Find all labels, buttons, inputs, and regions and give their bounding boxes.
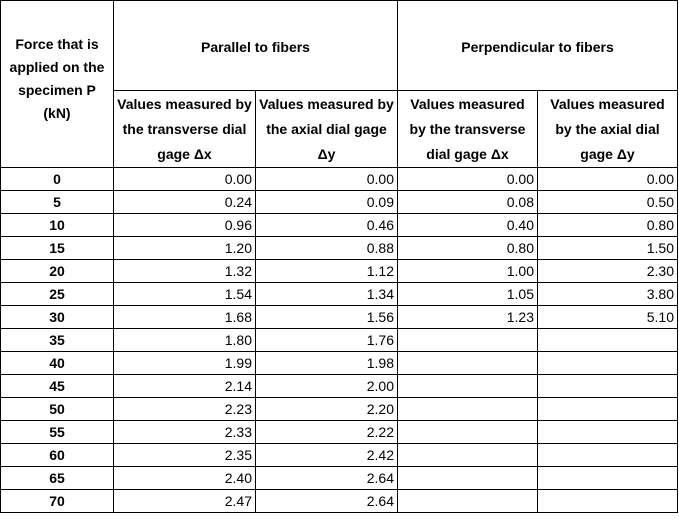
parallel-dy-cell: 1.56 — [256, 306, 398, 329]
parallel-dx-cell: 0.24 — [114, 191, 256, 214]
header-parallel-axial: Values measured by the axial dial gage Δy — [256, 91, 398, 168]
force-cell: 10 — [1, 214, 114, 237]
parallel-dy-cell: 2.42 — [256, 444, 398, 467]
perpendicular-dy-cell — [538, 490, 678, 513]
perpendicular-dy-cell — [538, 398, 678, 421]
table-row — [1, 444, 678, 467]
perpendicular-dx-cell: 0.00 — [398, 168, 538, 191]
table-row — [1, 168, 678, 191]
perpendicular-dx-cell: 0.08 — [398, 191, 538, 214]
perpendicular-dy-cell: 0.00 — [538, 168, 678, 191]
force-cell: 0 — [1, 168, 114, 191]
perpendicular-dy-cell: 2.30 — [538, 260, 678, 283]
table-row — [1, 490, 678, 513]
parallel-dy-cell: 1.98 — [256, 352, 398, 375]
header-perpendicular-transverse: Values measured by the transverse dial gage Δx — [398, 91, 538, 168]
parallel-dy-cell: 2.64 — [256, 490, 398, 513]
parallel-dy-cell: 2.64 — [256, 467, 398, 490]
parallel-dy-cell: 0.46 — [256, 214, 398, 237]
parallel-dx-cell: 1.99 — [114, 352, 256, 375]
table-row — [1, 191, 678, 214]
force-cell: 35 — [1, 329, 114, 352]
force-cell: 55 — [1, 421, 114, 444]
table-row — [1, 237, 678, 260]
force-cell: 5 — [1, 191, 114, 214]
force-cell: 30 — [1, 306, 114, 329]
parallel-dy-cell: 1.34 — [256, 283, 398, 306]
perpendicular-dy-cell: 0.80 — [538, 214, 678, 237]
parallel-dx-cell: 2.23 — [114, 398, 256, 421]
perpendicular-dx-cell — [398, 375, 538, 398]
parallel-dx-cell: 1.68 — [114, 306, 256, 329]
force-cell: 40 — [1, 352, 114, 375]
perpendicular-dx-cell: 1.00 — [398, 260, 538, 283]
perpendicular-dx-cell: 1.23 — [398, 306, 538, 329]
perpendicular-dx-cell — [398, 329, 538, 352]
header-perpendicular: Perpendicular to fibers — [398, 1, 678, 91]
header-force: Force that is applied on the specimen P (kN) — [1, 1, 114, 168]
parallel-dy-cell: 2.00 — [256, 375, 398, 398]
parallel-dy-cell: 0.88 — [256, 237, 398, 260]
force-cell: 15 — [1, 237, 114, 260]
parallel-dx-cell: 2.35 — [114, 444, 256, 467]
perpendicular-dx-cell: 0.40 — [398, 214, 538, 237]
parallel-dx-cell: 0.96 — [114, 214, 256, 237]
perpendicular-dy-cell — [538, 467, 678, 490]
table-row — [1, 329, 678, 352]
force-cell: 50 — [1, 398, 114, 421]
parallel-dy-cell: 2.22 — [256, 421, 398, 444]
force-cell: 60 — [1, 444, 114, 467]
parallel-dy-cell: 1.12 — [256, 260, 398, 283]
parallel-dx-cell: 2.33 — [114, 421, 256, 444]
header-parallel-transverse: Values measured by the transverse dial gage Δx — [114, 91, 256, 168]
perpendicular-dx-cell — [398, 398, 538, 421]
parallel-dx-cell: 1.20 — [114, 237, 256, 260]
parallel-dx-cell: 2.40 — [114, 467, 256, 490]
table-row — [1, 352, 678, 375]
perpendicular-dy-cell — [538, 352, 678, 375]
perpendicular-dx-cell — [398, 352, 538, 375]
table-row — [1, 260, 678, 283]
perpendicular-dy-cell — [538, 421, 678, 444]
perpendicular-dx-cell — [398, 490, 538, 513]
perpendicular-dy-cell: 3.80 — [538, 283, 678, 306]
parallel-dy-cell: 2.20 — [256, 398, 398, 421]
perpendicular-dx-cell — [398, 421, 538, 444]
parallel-dx-cell: 2.47 — [114, 490, 256, 513]
parallel-dy-cell: 1.76 — [256, 329, 398, 352]
parallel-dy-cell: 0.09 — [256, 191, 398, 214]
perpendicular-dy-cell — [538, 375, 678, 398]
table-row — [1, 467, 678, 490]
table-body — [1, 168, 678, 513]
table-row — [1, 306, 678, 329]
force-cell: 20 — [1, 260, 114, 283]
force-cell: 70 — [1, 490, 114, 513]
table-row — [1, 214, 678, 237]
perpendicular-dy-cell: 5.10 — [538, 306, 678, 329]
perpendicular-dx-cell: 0.80 — [398, 237, 538, 260]
perpendicular-dy-cell: 0.50 — [538, 191, 678, 214]
parallel-dx-cell: 2.14 — [114, 375, 256, 398]
perpendicular-dy-cell — [538, 329, 678, 352]
perpendicular-dx-cell — [398, 444, 538, 467]
table-row — [1, 283, 678, 306]
header-perpendicular-axial: Values measured by the axial dial gage Δy — [538, 91, 678, 168]
parallel-dy-cell: 0.00 — [256, 168, 398, 191]
perpendicular-dy-cell — [538, 444, 678, 467]
table-row — [1, 421, 678, 444]
parallel-dx-cell: 0.00 — [114, 168, 256, 191]
perpendicular-dx-cell — [398, 467, 538, 490]
force-cell: 65 — [1, 467, 114, 490]
table-row — [1, 398, 678, 421]
table-row — [1, 375, 678, 398]
parallel-dx-cell: 1.80 — [114, 329, 256, 352]
parallel-dx-cell: 1.54 — [114, 283, 256, 306]
force-cell: 25 — [1, 283, 114, 306]
force-cell: 45 — [1, 375, 114, 398]
perpendicular-dy-cell: 1.50 — [538, 237, 678, 260]
perpendicular-dx-cell: 1.05 — [398, 283, 538, 306]
parallel-dx-cell: 1.32 — [114, 260, 256, 283]
header-parallel: Parallel to fibers — [114, 1, 398, 91]
